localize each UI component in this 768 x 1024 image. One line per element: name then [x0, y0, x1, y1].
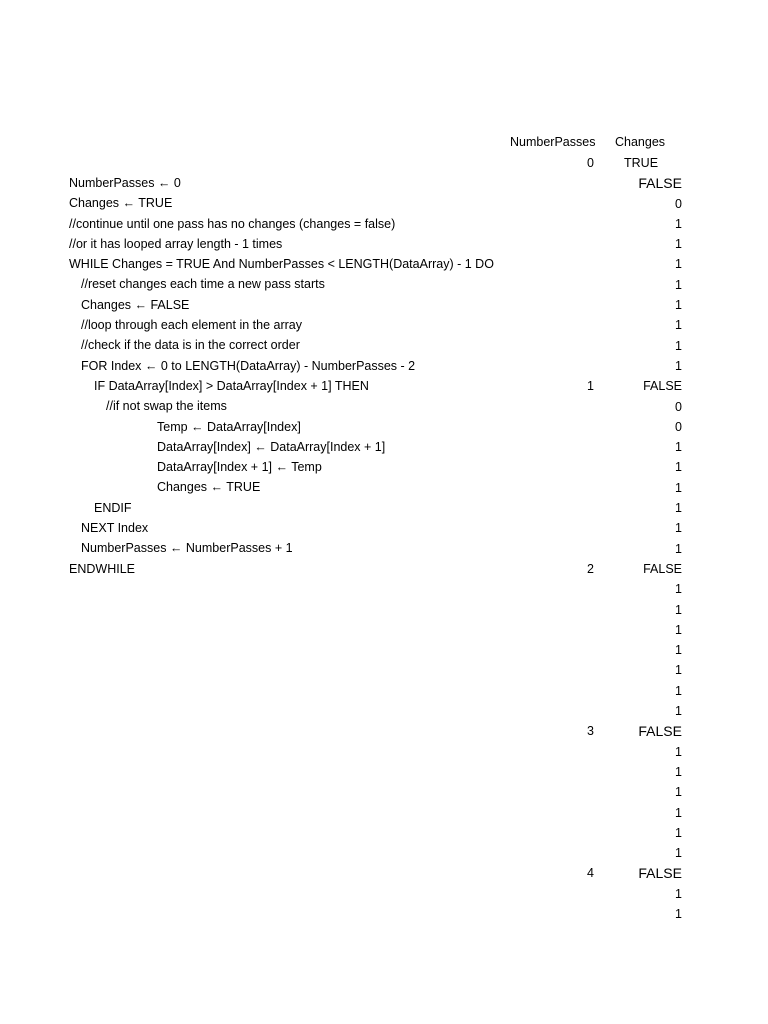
code-line-text: //reset changes each time a new pass starts — [81, 277, 325, 292]
code-line-text: Changes ← FALSE — [81, 297, 190, 312]
changes-cell: 1 — [675, 785, 682, 800]
number-passes-cell — [540, 336, 594, 356]
code-line — [0, 518, 500, 538]
code-line-text: //or it has looped array length - 1 times — [69, 236, 283, 251]
number-passes-cell — [540, 457, 594, 477]
code-line — [0, 335, 500, 355]
number-passes-cell — [540, 782, 594, 802]
changes-cell: 1 — [675, 277, 682, 292]
code-line — [0, 234, 500, 254]
changes-cell: 1 — [675, 338, 682, 353]
header-changes: Changes — [615, 135, 666, 149]
number-passes-cell: 0 — [587, 156, 594, 170]
number-passes-cell: 1 — [587, 379, 594, 394]
code-line-text: //check if the data is in the correct order — [81, 338, 300, 353]
code-line-text: IF DataArray[Index] > DataArray[Index + 1] THEN — [94, 378, 369, 393]
changes-cell: 1 — [675, 460, 682, 475]
code-line-text: DataArray[Index + 1] ← Temp — [157, 460, 322, 475]
changes-cell: FALSE — [643, 561, 682, 576]
changes-cell: 1 — [675, 764, 682, 779]
pseudocode-block — [0, 173, 500, 579]
code-line — [0, 193, 500, 213]
code-line — [0, 498, 500, 518]
number-passes-column — [540, 153, 594, 924]
changes-cell: FALSE — [643, 379, 682, 394]
code-line — [0, 376, 500, 396]
code-line — [0, 356, 500, 376]
changes-cell: FALSE — [638, 865, 682, 882]
number-passes-cell — [540, 417, 594, 437]
number-passes-cell — [540, 315, 594, 335]
changes-cell: 1 — [675, 257, 682, 272]
changes-cell: 1 — [675, 237, 682, 252]
number-passes-cell — [540, 539, 594, 559]
code-line-text: //loop through each element in the array — [81, 318, 302, 333]
changes-cell: 1 — [675, 521, 682, 536]
changes-cell: 1 — [675, 805, 682, 820]
changes-cell: 1 — [675, 582, 682, 597]
code-line — [0, 559, 500, 579]
code-line-text: ENDIF — [94, 500, 132, 515]
number-passes-cell — [540, 194, 594, 214]
number-passes-cell — [540, 498, 594, 518]
code-line-text: DataArray[Index] ← DataArray[Index + 1] — [157, 439, 386, 454]
changes-cell: 1 — [675, 663, 682, 678]
changes-cell: 1 — [675, 541, 682, 556]
code-line-text: WHILE Changes = TRUE And NumberPasses < LENGTH(DataArray) - 1 DO — [69, 257, 494, 272]
changes-cell: 1 — [675, 298, 682, 313]
changes-cell: 1 — [675, 906, 682, 921]
changes-cell: 1 — [675, 318, 682, 333]
number-passes-cell — [540, 478, 594, 498]
number-passes-cell — [540, 803, 594, 823]
number-passes-cell — [540, 397, 594, 417]
code-line — [0, 457, 500, 477]
changes-cell: 1 — [675, 886, 682, 901]
changes-cell: 1 — [675, 480, 682, 495]
code-line-text: //continue until one pass has no changes (changes = false) — [69, 216, 396, 231]
number-passes-cell — [540, 843, 594, 863]
number-passes-cell — [540, 275, 594, 295]
code-line — [0, 417, 500, 437]
code-line-text: FOR Index ← 0 to LENGTH(DataArray) - NumberPasses - 2 — [81, 358, 416, 373]
changes-cell: 1 — [675, 622, 682, 637]
number-passes-cell — [540, 518, 594, 538]
number-passes-cell — [540, 762, 594, 782]
changes-cell: FALSE — [638, 175, 682, 192]
number-passes-cell — [540, 701, 594, 721]
code-line-text: NEXT Index — [81, 521, 149, 536]
number-passes-cell — [540, 620, 594, 640]
number-passes-cell — [540, 254, 594, 274]
number-passes-cell — [540, 660, 594, 680]
changes-cell: FALSE — [638, 723, 682, 740]
changes-cell: 1 — [675, 846, 682, 861]
changes-cell: 1 — [675, 501, 682, 516]
number-passes-cell — [540, 173, 594, 193]
changes-cell: 1 — [675, 602, 682, 617]
code-line — [0, 173, 500, 193]
number-passes-cell — [540, 742, 594, 762]
code-line — [0, 477, 500, 497]
code-line-text: Changes ← TRUE — [69, 196, 173, 211]
changes-cell: 1 — [675, 704, 682, 719]
number-passes-cell — [540, 234, 594, 254]
number-passes-cell — [540, 904, 594, 924]
changes-cell: 1 — [675, 358, 682, 373]
number-passes-cell — [540, 640, 594, 660]
code-line-text: NumberPasses ← 0 — [69, 176, 181, 190]
changes-cell: 1 — [675, 643, 682, 658]
code-line-text: Changes ← TRUE — [157, 480, 261, 495]
code-line-text: NumberPasses ← NumberPasses + 1 — [81, 541, 293, 556]
number-passes-cell — [540, 823, 594, 843]
number-passes-cell: 3 — [587, 724, 594, 739]
changes-cell: 0 — [675, 196, 682, 211]
code-line — [0, 396, 500, 416]
code-line-text: Temp ← DataArray[Index] — [157, 419, 301, 434]
number-passes-cell — [540, 681, 594, 701]
number-passes-cell — [540, 884, 594, 904]
changes-cell: 0 — [675, 399, 682, 414]
code-line — [0, 315, 500, 335]
number-passes-cell: 4 — [587, 866, 594, 881]
changes-column — [600, 153, 682, 924]
code-line — [0, 437, 500, 457]
code-line-text: //if not swap the items — [106, 399, 227, 414]
changes-cell: TRUE — [624, 156, 659, 170]
code-line-text: ENDWHILE — [69, 561, 135, 576]
changes-cell: 1 — [675, 825, 682, 840]
number-passes-cell: 2 — [587, 561, 594, 576]
changes-cell: 1 — [675, 216, 682, 231]
changes-cell: 1 — [675, 440, 682, 455]
number-passes-cell — [540, 295, 594, 315]
changes-cell: 0 — [675, 419, 682, 434]
changes-cell: 1 — [675, 744, 682, 759]
code-line — [0, 295, 500, 315]
code-line — [0, 254, 500, 274]
number-passes-cell — [540, 579, 594, 599]
number-passes-cell — [540, 214, 594, 234]
code-line — [0, 274, 500, 294]
number-passes-cell — [540, 600, 594, 620]
header-number-passes: NumberPasses — [510, 135, 596, 149]
changes-cell: 1 — [675, 683, 682, 698]
code-line — [0, 538, 500, 558]
number-passes-cell — [540, 437, 594, 457]
number-passes-cell — [540, 356, 594, 376]
code-line — [0, 214, 500, 234]
